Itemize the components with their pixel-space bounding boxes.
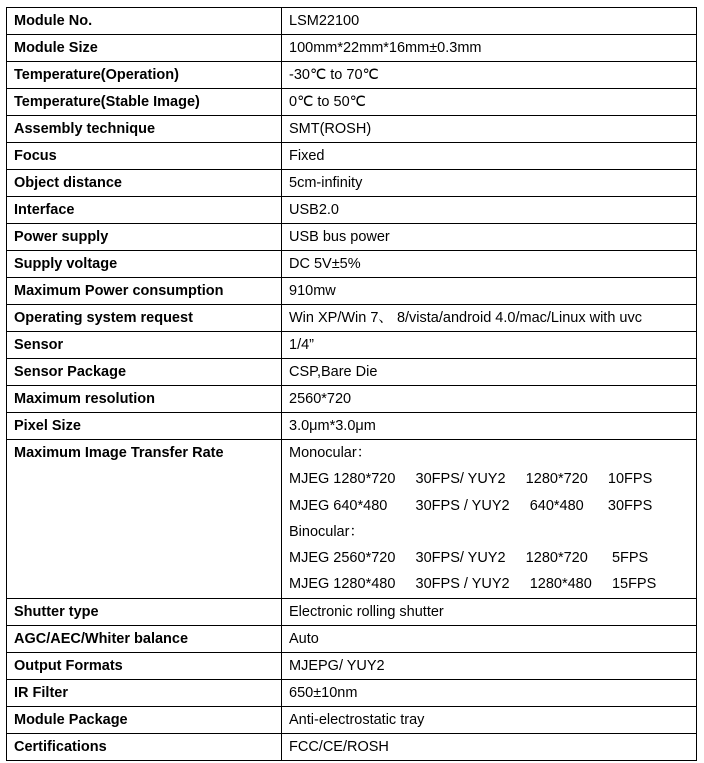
table-row [7,652,697,679]
spec-value: Anti-electrostatic tray [282,706,697,733]
spec-value-line: MJEG 1280*720 30FPS/ YUY2 1280*720 10FPS [289,471,653,488]
table-row [7,706,697,733]
spec-value-line: MJEG 640*480 30FPS / YUY2 640*480 30FPS [289,497,653,514]
spec-name: Maximum Image Transfer Rate [7,440,282,599]
spec-table-body [7,8,697,761]
spec-name: Interface [7,197,282,224]
table-row [7,143,697,170]
spec-name: Shutter type [7,598,282,625]
spec-value: 910mw [282,278,697,305]
table-row [7,170,697,197]
spec-value: Win XP/Win 7、 8/vista/android 4.0/mac/Linux with uvc [282,305,697,332]
table-row [7,359,697,386]
spec-name: Module Package [7,706,282,733]
spec-value: 650±10nm [282,679,697,706]
spec-value-line: MJEG 1280*480 30FPS / YUY2 1280*480 15FPS [289,576,657,593]
spec-name: Object distance [7,170,282,197]
table-row [7,8,697,35]
spec-name: Focus [7,143,282,170]
spec-name: Maximum resolution [7,386,282,413]
table-row [7,598,697,625]
spec-name: AGC/AEC/Whiter balance [7,625,282,652]
spec-value: 0℃ to 50℃ [282,89,697,116]
spec-value-line: MJEG 2560*720 30FPS/ YUY2 1280*720 5FPS [289,550,649,567]
spec-name: Output Formats [7,652,282,679]
spec-value: Auto [282,625,697,652]
spec-value-line: Monocular： [289,445,372,461]
spec-table [6,7,697,761]
table-row [7,386,697,413]
table-row [7,413,697,440]
table-row [7,62,697,89]
table-row [7,305,697,332]
spec-value: CSP,Bare Die [282,359,697,386]
spec-name: Maximum Power consumption [7,278,282,305]
table-row [7,332,697,359]
spec-value: 3.0μm*3.0μm [282,413,697,440]
spec-name: Pixel Size [7,413,282,440]
spec-value: SMT(ROSH) [282,116,697,143]
spec-value: LSM22100 [282,8,697,35]
table-row [7,625,697,652]
spec-value-multiline [282,440,697,599]
spec-value: DC 5V±5% [282,251,697,278]
table-row [7,35,697,62]
spec-value: 100mm*22mm*16mm±0.3mm [282,35,697,62]
table-row [7,89,697,116]
spec-value: 1/4” [282,332,697,359]
spec-value: 5cm-infinity [282,170,697,197]
spec-value: MJEPG/ YUY2 [282,652,697,679]
spec-name: IR Filter [7,679,282,706]
spec-name: Temperature(Stable Image) [7,89,282,116]
spec-value: Electronic rolling shutter [282,598,697,625]
spec-value: Fixed [282,143,697,170]
table-row [7,251,697,278]
spec-value: -30℃ to 70℃ [282,62,697,89]
spec-name: Supply voltage [7,251,282,278]
table-row [7,116,697,143]
table-row [7,733,697,760]
spec-value-line: Binocular： [289,523,364,540]
spec-name: Assembly technique [7,116,282,143]
spec-value: USB bus power [282,224,697,251]
table-row [7,224,697,251]
table-row [7,679,697,706]
spec-name: Module No. [7,8,282,35]
table-row [7,278,697,305]
spec-name: Sensor [7,332,282,359]
spec-value: 2560*720 [282,386,697,413]
spec-value: FCC/CE/ROSH [282,733,697,760]
spec-name: Module Size [7,35,282,62]
spec-name: Temperature(Operation) [7,62,282,89]
spec-name: Sensor Package [7,359,282,386]
table-row [7,440,697,599]
table-row [7,197,697,224]
spec-name: Certifications [7,733,282,760]
spec-name: Power supply [7,224,282,251]
spec-value: USB2.0 [282,197,697,224]
spec-name: Operating system request [7,305,282,332]
